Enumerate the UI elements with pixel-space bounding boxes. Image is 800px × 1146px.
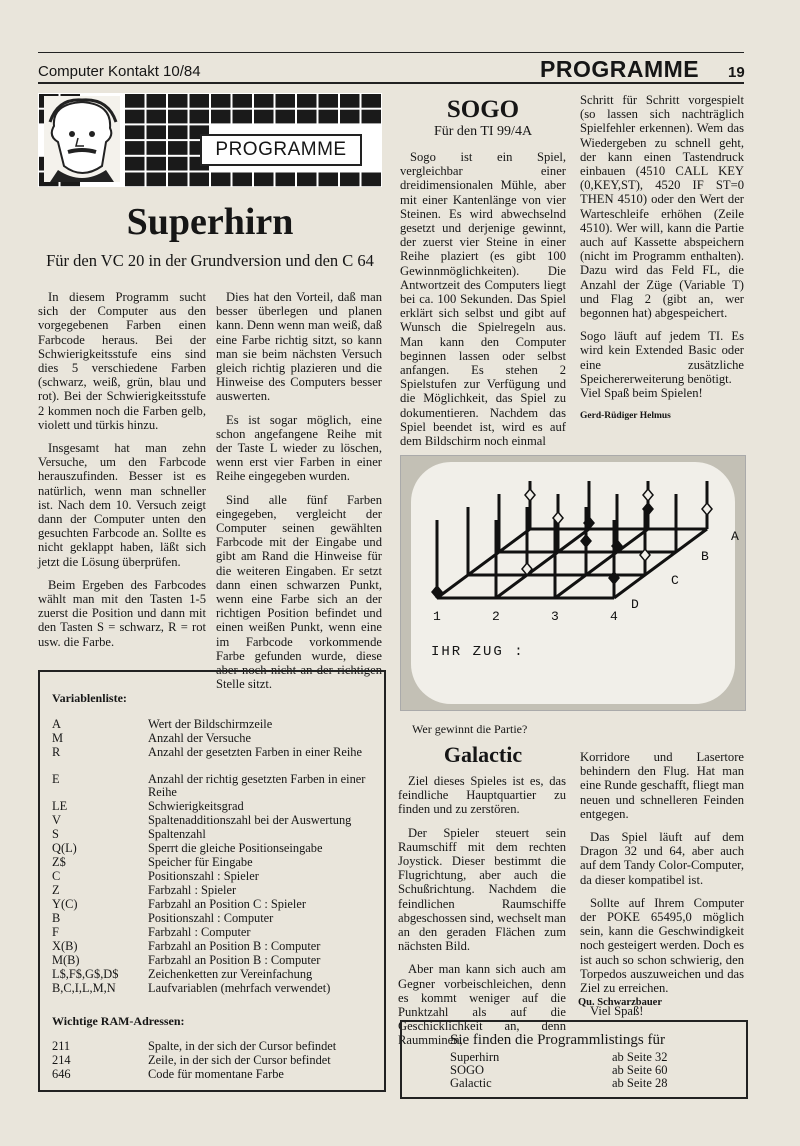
- ram-description: Zeile, in der sich der Cursor befindet: [148, 1053, 331, 1067]
- variable-name: F: [52, 925, 59, 939]
- variable-description: Spaltenzahl: [148, 827, 206, 841]
- listing-page: ab Seite 32: [612, 1050, 668, 1064]
- ram-description: Code für momentane Farbe: [148, 1067, 284, 1081]
- row-letter: C: [671, 573, 679, 588]
- variable-name: V: [52, 813, 61, 827]
- paragraph: Schritt für Schritt vorgespielt (so lassen sich nachträglich Spielfehler erkennen). Wem das Wiedergeben zu schnell geht, der kann einen Tastendruck einbauen (4510 CALL KEY (0,KEY,ST), 4520 IF ST=0 THEN 4510) oder den Wert der Warteschleife erhöhen (Zeile 4510). Wer will, kann die Partie auch auf Kassette abspeichern (nicht im Programm enthalten). Dazu wird das Feld FL, die Anzahl der Züge (Variable T) und Flag 2 (gibt an, wer begonnen hat) abgespeichert.: [580, 93, 744, 321]
- page-number: 19: [728, 64, 745, 81]
- variable-description: Farbzahl : Spieler: [148, 883, 237, 897]
- galactic-author: Qu. Schwarzbauer: [578, 997, 662, 1008]
- paragraph: Korridore und Lasertore behindern den Flug. Hat man eine Runde geschafft, fliegt man neuen und schnelleren Feinden entgegen.: [580, 750, 744, 821]
- superhirn-col-1: [38, 290, 206, 658]
- listing-page: ab Seite 28: [612, 1076, 668, 1090]
- sogo-col-2: [580, 93, 744, 423]
- paragraph: Insgesamt hat man zehn Versuche, um den Farbcode herauszufinden. Besser ist es natürlich, wenn man schneller ist. Nach dem 10. Versuch zeigt dann der Computer unten den gesuchten Farbcode an. Sollte es nicht geklappt haben, läßt sich jetzt die Lösung überprüfen.: [38, 441, 206, 569]
- column-number: 3: [551, 609, 559, 624]
- variable-description: Positionszahl : Computer: [148, 911, 274, 925]
- screenshot-caption: Wer gewinnt die Partie?: [412, 722, 528, 736]
- variable-name: Z: [52, 883, 60, 897]
- sogo-author: Gerd-Rüdiger Helmus: [580, 411, 671, 422]
- variable-list-heading: Variablenliste:: [52, 691, 127, 705]
- listing-program: Superhirn: [450, 1050, 500, 1064]
- paragraph: Dies hat den Vorteil, daß man besser überlegen und planen kann. Denn wenn man weiß, daß eine Farbe richtig sitzt, so kann man sie beim nächsten Versuch gleich richtig plazieren und die Hinweise des Computers besser auswerten.: [216, 290, 382, 404]
- superhirn-subtitle: Für den VC 20 in der Grundversion und den C 64: [46, 251, 374, 270]
- paragraph: Viel Spaß beim Spielen!: [580, 386, 703, 401]
- variable-description: Farbzahl : Computer: [148, 925, 251, 939]
- variable-description: Zeichenketten zur Vereinfachung: [148, 967, 313, 981]
- variable-name: Z$: [52, 855, 66, 869]
- variable-name: Y(C): [52, 897, 78, 911]
- program-listings-box: [400, 1020, 748, 1099]
- sogo-subtitle: Für den TI 99/4A: [433, 124, 533, 139]
- column-number: 2: [492, 609, 500, 624]
- variable-name: M(B): [52, 953, 80, 967]
- paragraph: Aber man kann sich auch am Gegner vorbeischleichen, denn es kommt weniger auf die Punktzahl als auf die Geschicklichkeit an, denn Raumminen,: [398, 962, 566, 1048]
- variable-description: Sperrt die gleiche Positionseingabe: [148, 841, 323, 855]
- variable-list-box: [38, 670, 386, 1092]
- sogo-title: SOGO: [446, 96, 520, 123]
- einstein-portrait: [44, 96, 120, 182]
- paragraph: Es ist sogar möglich, eine schon angefangene Reihe mit der Taste L wieder zu löschen, wenn erst vier Farben in einer Reihe eingegeben wurden.: [216, 412, 382, 484]
- ram-description: Spalte, in der sich der Cursor befindet: [148, 1039, 337, 1053]
- row-letter: A: [731, 529, 739, 544]
- variable-name: X(B): [52, 939, 78, 953]
- superhirn-title: Superhirn: [126, 201, 294, 243]
- paragraph: Der Spieler steuert sein Raumschiff mit dem rechten Joystick. Dieser bestimmt die Flugrichtung, aber auch die Schußrichtung. Nachdem die feindlichen Raumschiffe abgeschossen sind, wechselt man an den geraden Flächen zum nächsten Bild.: [398, 825, 566, 954]
- banner-label: PROGRAMME: [200, 134, 362, 166]
- variable-name: L$,F$,G$,D$: [52, 967, 119, 981]
- paragraph: Viel Spaß!: [590, 1004, 644, 1019]
- listing-program: Galactic: [450, 1076, 492, 1090]
- variable-description: Farbzahl an Position C : Spieler: [148, 897, 306, 911]
- ram-address: 214: [52, 1053, 71, 1067]
- paragraph: In diesem Programm sucht sich der Computer aus den vorgegebenen Farben einen Farbcode heraus. Bei der Schwierigkeitsstufe eins sind dies 5 verschiedene Farben (schwarz, weiß, grün, blau und rot). Bei der Schwierigkeitsstufe 2 kommen noch die Farben gelb, violett und türkis hinzu.: [38, 290, 206, 432]
- ram-heading: Wichtige RAM-Adressen:: [52, 1014, 185, 1028]
- variable-description: Schwierigkeitsgrad: [148, 799, 244, 813]
- paragraph: Ziel dieses Spieles ist es, das feindliche Hauptquartier zu finden und zu zerstören.: [398, 774, 566, 817]
- column-number: 1: [433, 609, 441, 624]
- magazine-issue: Computer Kontakt 10/84: [38, 63, 201, 80]
- variable-description: Anzahl der Versuche: [148, 731, 251, 745]
- paragraph: Sogo läuft auf jedem TI. Es wird kein Extended Basic oder eine zusätzliche Speichererweiterung benötigt.: [580, 329, 744, 386]
- section-title: PROGRAMME: [540, 56, 700, 82]
- variable-name: Q(L): [52, 841, 77, 855]
- galactic-col-2: [580, 750, 744, 1027]
- sogo-board: [401, 456, 745, 710]
- row-letter: D: [631, 597, 639, 612]
- variable-name: R: [52, 745, 61, 759]
- sogo-screenshot: [400, 455, 746, 711]
- header-rule: [38, 82, 744, 84]
- variable-name: B,C,I,L,M,N: [52, 981, 116, 995]
- variable-name: A: [52, 717, 61, 731]
- galactic-col-1: [398, 774, 566, 1057]
- variable-name: E: [52, 772, 60, 786]
- listing-page: ab Seite 60: [612, 1063, 668, 1077]
- paragraph: Sollte auf Ihrem Computer der POKE 65495,0 möglich sein, kann die Geschwindigkeit noch gesteigert werden. Doch es ist auch so schon schwierig, den Torpedos auszuweichen und das Ziel zu erreichen.: [580, 895, 745, 996]
- variable-description: Anzahl der gesetzten Farben in einer Reihe: [148, 745, 362, 759]
- variable-name: M: [52, 731, 64, 745]
- ram-address: 211: [52, 1039, 71, 1053]
- paragraph: Sind alle fünf Farben eingegeben, vergleicht der Computer seinen gewählten Farbcode mit der Eingabe und gibt am Rand die Hinweise für die weiteren Eingaben. Er setzt dann einen schwarzen Punkt, wenn eine Farbe sich an der richtigen Position befindet und einen weißen Punkt, wenn eine im Farbcode vorkommende Farbe gefunden wurde, diese aber noch nicht an der richtigen Stelle sitzt.: [216, 492, 382, 692]
- ram-address: 646: [52, 1067, 71, 1081]
- paragraph: Sogo ist ein Spiel, vergleichbar einer dreidimensionalen Mühle, aber mit einer Kantenlänge von vier Steinen. Es wird abwechselnd gesetzt und derjenige gewinnt, der zuerst vier Steine in einer Reihe plaziert (es gibt 100 Gewinnmöglichkeiten). Die Antwortzeit des Computers liegt bei ca. 100 Sekunden. Das Spiel erklärt sich selbst und gibt auf Wunsch die Spielregeln aus. Man kann den Computer beginnen lassen oder selbst anfangen. Es stehen 2 Spielstufen zur Verfügung und die Möglichkeit, das Spiel zu dokumentieren. Nachdem das Spiel beendet ist, wird es auf dem Bildschirm noch einmal: [400, 150, 566, 449]
- variable-name: B: [52, 911, 61, 925]
- listing-program: SOGO: [450, 1063, 485, 1077]
- variable-description: Spaltenadditionszahl bei der Auswertung: [148, 813, 352, 827]
- superhirn-col-2: [216, 290, 382, 700]
- variable-description: Anzahl der richtig gesetzten Farben in einer Reihe: [148, 772, 366, 800]
- variable-description: Farbzahl an Position B : Computer: [148, 939, 321, 953]
- column-number: 4: [610, 609, 618, 624]
- paragraph: Das Spiel läuft auf dem Dragon 32 und 64, aber auch auf dem Tandy Color-Computer, da dieser kompatibel ist.: [580, 830, 744, 887]
- paragraph: Beim Ergeben des Farbcodes wählt man mit den Tasten 1-5 zuerst die Position und dann mit den Tasten S = schwarz, R = rot usw. die Farbe.: [38, 577, 206, 649]
- variable-description: Laufvariablen (mehrfach verwendet): [148, 981, 331, 995]
- listings-heading: Sie finden die Programmlistings für: [450, 1032, 665, 1048]
- sogo-col-1: [400, 150, 566, 457]
- row-letter: B: [701, 549, 709, 564]
- variable-description: Wert der Bildschirmzeile: [148, 717, 273, 731]
- prompt-text: IHR ZUG :: [431, 644, 525, 660]
- variable-description: Positionszahl : Spieler: [148, 869, 259, 883]
- variable-description: Farbzahl an Position B : Computer: [148, 953, 321, 967]
- top-rule: [38, 52, 744, 53]
- variable-name: LE: [52, 799, 68, 813]
- variable-name: C: [52, 869, 61, 883]
- variable-name: S: [52, 827, 59, 841]
- galactic-title: Galactic: [443, 742, 523, 767]
- variable-description: Speicher für Eingabe: [148, 855, 253, 869]
